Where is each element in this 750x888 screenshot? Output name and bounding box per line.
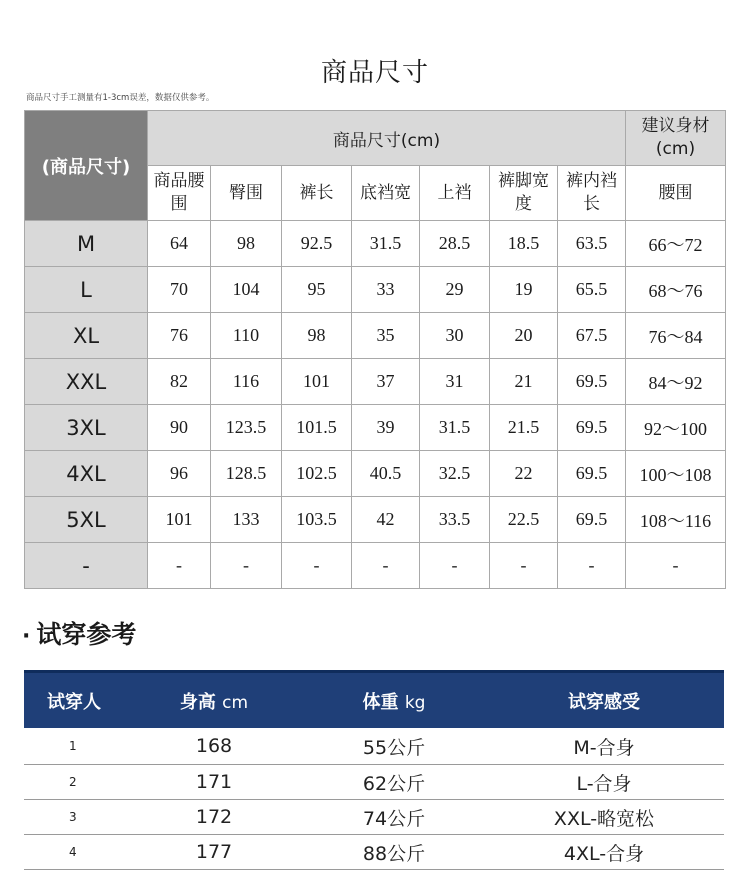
table-cell: 70: [148, 267, 211, 313]
try-on-cell: 74公斤: [304, 800, 484, 835]
table-cell: 76: [148, 313, 211, 359]
try-on-cell: 171: [124, 765, 304, 800]
table-cell: 82: [148, 359, 211, 405]
try-on-cell: 4XL-合身: [484, 835, 724, 870]
table-cell: -: [352, 543, 420, 589]
table-cell: 42: [352, 497, 420, 543]
column-header: 臀围: [211, 166, 282, 221]
table-cell: 30: [420, 313, 490, 359]
table-cell: 123.5: [211, 405, 282, 451]
try-on-cell: L-合身: [484, 765, 724, 800]
table-row: [25, 267, 726, 313]
column-header: 裤脚宽度: [490, 166, 558, 221]
table-cell: 31.5: [352, 221, 420, 267]
table-cell: 76～84: [626, 313, 726, 359]
try-on-cell: 4: [24, 835, 124, 870]
try-on-table: [24, 670, 724, 870]
table-cell: 31.5: [420, 405, 490, 451]
column-header: 底裆宽: [352, 166, 420, 221]
table-cell: 92～100: [626, 405, 726, 451]
try-on-cell: XXL-略宽松: [484, 800, 724, 835]
table-row: [24, 765, 724, 800]
column-header: 腰围: [626, 166, 726, 221]
table-cell: 22.5: [490, 497, 558, 543]
group-header: 商品尺寸(cm): [148, 111, 626, 166]
suggest-header: 建议身材(cm): [626, 111, 726, 166]
table-cell: -: [490, 543, 558, 589]
table-cell: 28.5: [420, 221, 490, 267]
table-row: [24, 728, 724, 765]
table-cell: 35: [352, 313, 420, 359]
table-cell: 92.5: [282, 221, 352, 267]
table-cell: 21.5: [490, 405, 558, 451]
table-cell: 22: [490, 451, 558, 497]
measurement-note: 商品尺寸手工测量有1-3cm误差，数据仅供参考。: [26, 93, 215, 103]
table-row: [24, 835, 724, 870]
table-row: [24, 800, 724, 835]
try-on-cell: 172: [124, 800, 304, 835]
table-cell: 69.5: [558, 405, 626, 451]
try-on-cell: 88公斤: [304, 835, 484, 870]
size-label: 4XL: [25, 451, 148, 497]
table-cell: 104: [211, 267, 282, 313]
table-cell: 110: [211, 313, 282, 359]
table-cell: 40.5: [352, 451, 420, 497]
size-label: -: [25, 543, 148, 589]
table-cell: 33.5: [420, 497, 490, 543]
table-cell: -: [211, 543, 282, 589]
table-cell: 67.5: [558, 313, 626, 359]
table-cell: 95: [282, 267, 352, 313]
bullet-dot: ·: [22, 624, 31, 649]
table-cell: 84～92: [626, 359, 726, 405]
try-on-cell: 3: [24, 800, 124, 835]
table-cell: 90: [148, 405, 211, 451]
try-on-cell: 55公斤: [304, 728, 484, 765]
table-cell: -: [148, 543, 211, 589]
table-cell: 101.5: [282, 405, 352, 451]
try-on-header: 试穿感受: [484, 672, 724, 729]
table-cell: 31: [420, 359, 490, 405]
try-on-heading: [22, 615, 136, 651]
column-header: 裤长: [282, 166, 352, 221]
table-cell: -: [420, 543, 490, 589]
table-cell: 32.5: [420, 451, 490, 497]
try-on-cell: M-合身: [484, 728, 724, 765]
try-on-cell: 177: [124, 835, 304, 870]
table-cell: 103.5: [282, 497, 352, 543]
table-cell: 102.5: [282, 451, 352, 497]
column-header: 上裆: [420, 166, 490, 221]
table-cell: 98: [211, 221, 282, 267]
table-cell: 21: [490, 359, 558, 405]
table-row: [25, 405, 726, 451]
table-row: [25, 221, 726, 267]
table-cell: 65.5: [558, 267, 626, 313]
table-cell: 39: [352, 405, 420, 451]
size-label: 5XL: [25, 497, 148, 543]
size-label: XXL: [25, 359, 148, 405]
size-label: L: [25, 267, 148, 313]
table-cell: 69.5: [558, 497, 626, 543]
table-cell: 101: [282, 359, 352, 405]
table-cell: -: [558, 543, 626, 589]
try-on-cell: 1: [24, 728, 124, 765]
table-row: [25, 497, 726, 543]
table-row: [25, 543, 726, 589]
column-header: 商品腰围: [148, 166, 211, 221]
table-cell: 101: [148, 497, 211, 543]
table-cell: 66～72: [626, 221, 726, 267]
try-on-cell: 168: [124, 728, 304, 765]
table-cell: 63.5: [558, 221, 626, 267]
table-cell: 69.5: [558, 359, 626, 405]
size-label: XL: [25, 313, 148, 359]
table-cell: 128.5: [211, 451, 282, 497]
table-cell: -: [282, 543, 352, 589]
try-on-header: 体重 kg: [304, 672, 484, 729]
try-on-cell: 62公斤: [304, 765, 484, 800]
column-header: 裤内裆长: [558, 166, 626, 221]
table-cell: 100～108: [626, 451, 726, 497]
size-table: [24, 110, 726, 589]
table-cell: -: [626, 543, 726, 589]
table-row: [25, 359, 726, 405]
table-cell: 18.5: [490, 221, 558, 267]
try-on-header-row: [24, 672, 724, 729]
size-label: M: [25, 221, 148, 267]
try-on-header: 身高 cm: [124, 672, 304, 729]
table-row: [25, 313, 726, 359]
table-cell: 96: [148, 451, 211, 497]
try-on-header: 试穿人: [24, 672, 124, 729]
try-on-heading-text: 试穿参考: [36, 620, 137, 649]
table-cell: 19: [490, 267, 558, 313]
size-label: 3XL: [25, 405, 148, 451]
page-title: 商品尺寸: [320, 58, 429, 88]
table-cell: 20: [490, 313, 558, 359]
table-cell: 69.5: [558, 451, 626, 497]
table-cell: 37: [352, 359, 420, 405]
table-cell: 68～76: [626, 267, 726, 313]
table-row: [25, 451, 726, 497]
table-cell: 116: [211, 359, 282, 405]
table-cell: 133: [211, 497, 282, 543]
corner-header: (商品尺寸): [25, 111, 148, 221]
table-cell: 64: [148, 221, 211, 267]
table-cell: 33: [352, 267, 420, 313]
table-cell: 108～116: [626, 497, 726, 543]
table-cell: 29: [420, 267, 490, 313]
table-cell: 98: [282, 313, 352, 359]
try-on-cell: 2: [24, 765, 124, 800]
